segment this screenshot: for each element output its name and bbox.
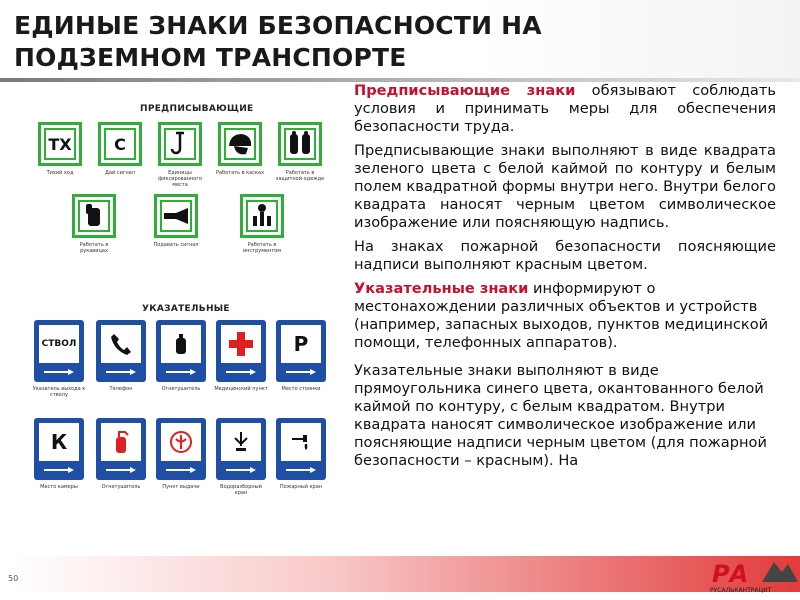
water-tap-icon <box>221 423 261 461</box>
fire-hydrant-icon <box>281 423 321 461</box>
sign-caption: Пункт выдачи <box>162 484 200 490</box>
tools-icon <box>246 200 278 232</box>
sign-caption: Телефон <box>109 386 133 392</box>
logo-subtext: РУСАЛЬКАНТРАЦИТ <box>710 587 772 594</box>
sign-tx <box>38 122 82 166</box>
logo-mark: РА <box>712 560 749 588</box>
horn-icon <box>160 200 192 232</box>
sign-caption: Работать в рукавицах <box>79 242 109 254</box>
sign-issue-point <box>156 418 206 480</box>
hook-icon <box>164 128 196 160</box>
sign-caption: Огнетушитель <box>101 484 141 490</box>
sign-c-symbol: С <box>104 128 136 160</box>
helmet-icon <box>224 128 256 160</box>
glove-icon <box>78 200 110 232</box>
prescriptive-group-label: ПРЕДПИСЫВАЮЩИЕ <box>140 104 254 114</box>
sign-caption: Единицы фиксированного места <box>157 170 203 188</box>
sign-caption: Дай сигнал <box>105 170 135 176</box>
slide-title: ЕДИНЫЕ ЗНАКИ БЕЗОПАСНОСТИ НА ПОДЗЕМНОМ ТРАНСПОРТЕ <box>14 11 542 72</box>
arrow-right-icon <box>166 369 196 375</box>
sign-caption: Работать в касках <box>215 170 265 176</box>
sign-k <box>34 418 84 480</box>
company-logo <box>708 552 798 596</box>
sign-caption: Место камеры <box>40 484 78 490</box>
sign-horn <box>154 194 198 238</box>
sign-caption: Водоразборный кран <box>220 484 262 496</box>
arrow-right-icon <box>106 467 136 473</box>
extinguisher-icon <box>161 325 201 363</box>
arrow-right-icon <box>166 467 196 473</box>
indicative-group-label: УКАЗАТЕЛЬНЫЕ <box>142 304 230 314</box>
page-number: 50 <box>8 574 19 583</box>
sign-caption: Пожарный кран <box>279 484 323 490</box>
sign-caption: Работать в инструментом <box>242 242 282 254</box>
arrow-right-icon <box>286 369 316 375</box>
indicative-definition: информируют о местонахождении различных объектов и устройств (например, запасных выходов, пунктов медицинской помощи, телефонных аппаратов). <box>354 280 769 351</box>
signs-illustration <box>22 98 332 498</box>
medical-cross-icon <box>221 325 261 363</box>
fire-extinguisher-icon <box>101 423 141 461</box>
sign-tools <box>240 194 284 238</box>
paragraph-prescriptive-form: Предписывающие знаки выполняют в виде квадрата зеленого цвета с белой каймой по контуру и белым полем квадратной формы внутри него. Внутри белого квадрата наносят черным цветом символическое изображение или поясняющую надпись. <box>354 142 776 231</box>
sign-parking <box>276 320 326 382</box>
paragraph-fire-safety: На знаках пожарной безопасности поясняющие надписи выполняют красным цветом. <box>354 238 776 273</box>
sign-shaft <box>34 320 84 382</box>
sign-k-symbol: К <box>39 423 79 461</box>
arrow-right-icon <box>106 369 136 375</box>
prescriptive-definition: обязывают соблюдать условия и принимать меры для обеспечения безопасности труда. <box>354 82 776 135</box>
sign-caption: Указатель выхода к стволу <box>32 386 86 398</box>
prescriptive-term: Предписывающие знаки <box>354 82 576 99</box>
paragraph-indicative-intro <box>354 280 776 352</box>
sign-caption: Тихий ход <box>46 170 74 176</box>
paragraph-prescriptive-intro <box>354 82 776 136</box>
clothing-icon <box>284 128 316 160</box>
sign-gloves <box>72 194 116 238</box>
sign-caption: Подавать сигнал <box>153 242 199 248</box>
sign-fire-hydrant <box>276 418 326 480</box>
sign-caption: Место стоянки <box>281 386 321 392</box>
sign-caption: Работать в защитной одежде <box>275 170 325 182</box>
arrow-right-icon <box>226 369 256 375</box>
indicative-term: Указательные знаки <box>354 280 529 297</box>
sign-extinguisher-1 <box>156 320 206 382</box>
footer-bar <box>12 556 800 592</box>
paragraph-indicative-form: Указательные знаки выполняют в виде прямоугольника синего цвета, окантованного белой каймой по контуру, с белым квадратом. Внутри квадрата наносят символическое изображение или поясняющие надписи черным цветом (для пожарной безопасности – красным). На <box>354 362 767 469</box>
arrow-right-icon <box>44 467 74 473</box>
sign-hook <box>158 122 202 166</box>
arrow-right-icon <box>286 467 316 473</box>
sign-extinguisher-2 <box>96 418 146 480</box>
sign-caption: Огнетушитель <box>161 386 201 392</box>
sign-water-tap <box>216 418 266 480</box>
sign-phone <box>96 320 146 382</box>
body-text <box>354 82 776 476</box>
sign-c <box>98 122 142 166</box>
issue-point-icon <box>161 423 201 461</box>
sign-parking-symbol: P <box>281 325 321 363</box>
arrow-right-icon <box>44 369 74 375</box>
arrow-right-icon <box>226 467 256 473</box>
phone-icon <box>101 325 141 363</box>
sign-helmet <box>218 122 262 166</box>
sign-medical <box>216 320 266 382</box>
sign-caption: Медицинский пункт <box>214 386 268 392</box>
sign-clothing <box>278 122 322 166</box>
sign-tx-symbol: ТХ <box>44 128 76 160</box>
sign-shaft-symbol: СТВОЛ <box>39 325 79 363</box>
